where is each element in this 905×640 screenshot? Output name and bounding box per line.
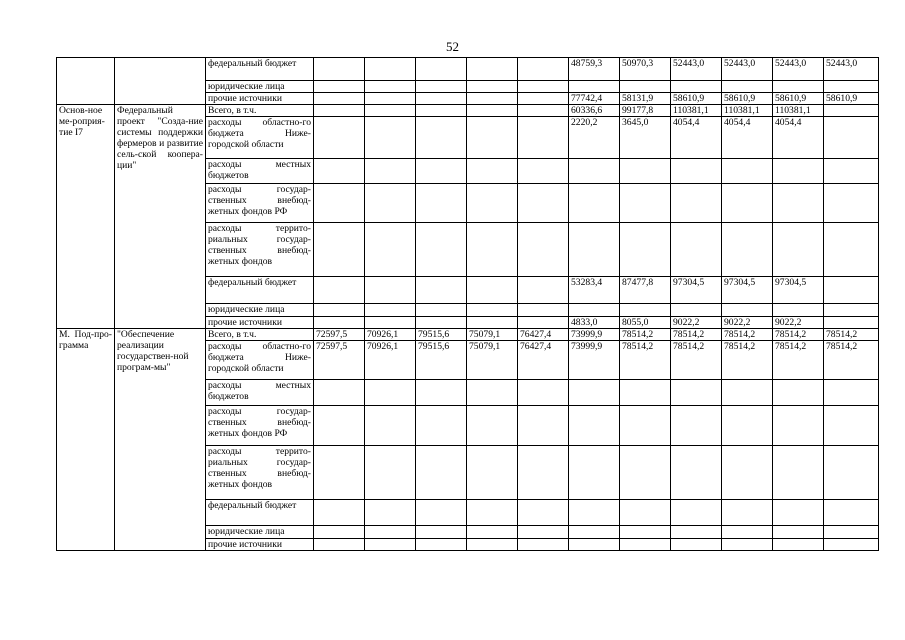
value-cell <box>773 446 824 500</box>
value-cell: 9022,2 <box>722 317 773 329</box>
value-cell: 48759,3 <box>569 58 620 81</box>
value-cell <box>416 117 467 159</box>
funding-source: юридические лица <box>206 526 314 539</box>
value-cell: 52443,0 <box>722 58 773 81</box>
funding-source: юридические лица <box>206 81 314 93</box>
value-cell <box>365 446 416 500</box>
value-cell <box>416 93 467 105</box>
value-cell <box>620 223 671 277</box>
value-cell <box>773 380 824 406</box>
value-cell <box>671 526 722 539</box>
value-cell <box>824 184 879 223</box>
value-cell <box>620 159 671 184</box>
measure-label: Основ-ное ме-роприя-тие I7 <box>59 105 105 138</box>
program-title: "Обеспечение реализации государствен-ной програм-мы" <box>117 329 189 373</box>
value-cell <box>518 380 569 406</box>
funding-source: расходы террито-риальных государ-ственных внебюд-жетных фондов <box>206 446 314 500</box>
value-cell: 78514,2 <box>722 341 773 380</box>
value-cell <box>773 500 824 526</box>
value-cell <box>824 500 879 526</box>
value-cell: 78514,2 <box>620 329 671 341</box>
value-cell <box>824 317 879 329</box>
funding-source: расходы местных бюджетов <box>206 380 314 406</box>
value-cell: 60336,6 <box>569 105 620 117</box>
value-cell <box>467 159 518 184</box>
value-cell: 52443,0 <box>773 58 824 81</box>
value-cell <box>314 380 365 406</box>
value-cell: 58610,9 <box>671 93 722 105</box>
value-cell <box>365 380 416 406</box>
value-cell <box>671 184 722 223</box>
value-cell: 78514,2 <box>773 341 824 380</box>
value-cell: 78514,2 <box>671 341 722 380</box>
program-title: Федеральный проект "Созда-ние системы поддержки фермеров и развитие сель-ской коопера-ции" <box>117 105 203 171</box>
value-cell <box>722 539 773 551</box>
value-cell <box>467 406 518 446</box>
value-cell <box>467 446 518 500</box>
value-cell: 110381,1 <box>722 105 773 117</box>
measure-cell <box>57 105 115 329</box>
funding-source: федеральный бюджет <box>206 58 314 81</box>
value-cell <box>416 184 467 223</box>
value-cell <box>365 277 416 304</box>
value-cell <box>416 304 467 317</box>
value-cell <box>518 406 569 446</box>
value-cell: 73999,9 <box>569 329 620 341</box>
value-cell <box>671 539 722 551</box>
value-cell <box>467 117 518 159</box>
value-cell: 78514,2 <box>722 329 773 341</box>
value-cell: 78514,2 <box>824 341 879 380</box>
value-cell <box>365 526 416 539</box>
funding-source: прочие источники <box>206 539 314 551</box>
funding-source: расходы террито-риальных государ-ственных внебюд-жетных фондов <box>206 223 314 277</box>
value-cell <box>416 539 467 551</box>
value-cell: 52443,0 <box>824 58 879 81</box>
funding-source: прочие источники <box>206 93 314 105</box>
value-cell: 50970,3 <box>620 58 671 81</box>
value-cell <box>620 380 671 406</box>
value-cell: 72597,5 <box>314 341 365 380</box>
value-cell <box>620 406 671 446</box>
value-cell <box>365 105 416 117</box>
value-cell: 77742,4 <box>569 93 620 105</box>
value-cell <box>467 93 518 105</box>
value-cell <box>314 526 365 539</box>
funding-source: расходы областно-го бюджета Ниже-городской области <box>206 117 314 159</box>
value-cell: 58131,9 <box>620 93 671 105</box>
value-cell: 97304,5 <box>773 277 824 304</box>
value-cell <box>671 81 722 93</box>
value-cell <box>467 317 518 329</box>
funding-source: Всего, в т.ч. <box>206 329 314 341</box>
funding-source: Всего, в т.ч. <box>206 105 314 117</box>
value-cell <box>722 406 773 446</box>
value-cell <box>365 58 416 81</box>
value-cell <box>620 500 671 526</box>
value-cell: 97304,5 <box>671 277 722 304</box>
value-cell <box>824 380 879 406</box>
value-cell <box>365 406 416 446</box>
value-cell: 73999,9 <box>569 341 620 380</box>
value-cell: 3645,0 <box>620 117 671 159</box>
value-cell <box>569 380 620 406</box>
value-cell <box>467 526 518 539</box>
value-cell: 4054,4 <box>722 117 773 159</box>
value-cell <box>569 223 620 277</box>
value-cell <box>467 277 518 304</box>
table-row <box>57 329 879 341</box>
value-cell <box>416 159 467 184</box>
value-cell: 87477,8 <box>620 277 671 304</box>
value-cell: 79515,6 <box>416 329 467 341</box>
value-cell <box>773 539 824 551</box>
value-cell <box>671 304 722 317</box>
value-cell <box>467 380 518 406</box>
value-cell <box>518 81 569 93</box>
value-cell: 70926,1 <box>365 329 416 341</box>
budget-table-body <box>57 58 879 551</box>
value-cell: 110381,1 <box>671 105 722 117</box>
page-number: 52 <box>446 39 459 54</box>
funding-source: расходы местных бюджетов <box>206 159 314 184</box>
value-cell <box>518 317 569 329</box>
value-cell <box>518 159 569 184</box>
value-cell <box>518 539 569 551</box>
value-cell <box>569 304 620 317</box>
value-cell <box>314 277 365 304</box>
value-cell <box>671 446 722 500</box>
value-cell <box>722 304 773 317</box>
value-cell <box>314 223 365 277</box>
table-row <box>57 105 879 117</box>
value-cell <box>824 526 879 539</box>
value-cell <box>773 184 824 223</box>
value-cell <box>314 500 365 526</box>
value-cell <box>314 304 365 317</box>
value-cell <box>314 446 365 500</box>
value-cell <box>518 184 569 223</box>
value-cell: 78514,2 <box>620 341 671 380</box>
value-cell <box>416 526 467 539</box>
value-cell <box>416 58 467 81</box>
value-cell <box>722 446 773 500</box>
value-cell: 99177,8 <box>620 105 671 117</box>
value-cell <box>518 105 569 117</box>
value-cell <box>416 277 467 304</box>
value-cell: 78514,2 <box>824 329 879 341</box>
value-cell <box>416 105 467 117</box>
value-cell <box>365 184 416 223</box>
value-cell: 76427,4 <box>518 341 569 380</box>
value-cell <box>671 500 722 526</box>
value-cell <box>518 446 569 500</box>
value-cell <box>773 526 824 539</box>
value-cell <box>722 526 773 539</box>
value-cell <box>416 81 467 93</box>
value-cell <box>467 539 518 551</box>
value-cell <box>518 117 569 159</box>
value-cell <box>518 223 569 277</box>
value-cell: 4054,4 <box>773 117 824 159</box>
value-cell <box>314 105 365 117</box>
table-row <box>57 58 879 81</box>
value-cell: 8055,0 <box>620 317 671 329</box>
funding-source: расходы государ-ственных внебюд-жетных фондов РФ <box>206 406 314 446</box>
program-title-cell <box>115 58 206 105</box>
value-cell <box>671 406 722 446</box>
value-cell: 110381,1 <box>773 105 824 117</box>
value-cell <box>416 446 467 500</box>
value-cell: 2220,2 <box>569 117 620 159</box>
value-cell: 78514,2 <box>773 329 824 341</box>
value-cell <box>467 105 518 117</box>
value-cell <box>824 105 879 117</box>
value-cell <box>314 58 365 81</box>
value-cell: 53283,4 <box>569 277 620 304</box>
value-cell <box>518 58 569 81</box>
value-cell: 4054,4 <box>671 117 722 159</box>
value-cell: 58610,9 <box>722 93 773 105</box>
value-cell <box>824 304 879 317</box>
value-cell <box>824 223 879 277</box>
value-cell <box>314 317 365 329</box>
value-cell <box>773 304 824 317</box>
value-cell <box>365 539 416 551</box>
value-cell <box>569 446 620 500</box>
value-cell: 9022,2 <box>671 317 722 329</box>
value-cell <box>365 500 416 526</box>
value-cell <box>416 500 467 526</box>
value-cell <box>722 81 773 93</box>
value-cell <box>620 304 671 317</box>
value-cell <box>416 317 467 329</box>
value-cell: 58610,9 <box>773 93 824 105</box>
value-cell <box>365 317 416 329</box>
value-cell <box>722 184 773 223</box>
value-cell <box>569 159 620 184</box>
value-cell <box>416 223 467 277</box>
value-cell <box>722 380 773 406</box>
value-cell <box>416 380 467 406</box>
value-cell <box>365 159 416 184</box>
value-cell <box>824 117 879 159</box>
value-cell <box>518 93 569 105</box>
value-cell <box>518 304 569 317</box>
value-cell <box>569 184 620 223</box>
funding-source: расходы областно-го бюджета Ниже-городской области <box>206 341 314 380</box>
value-cell <box>314 93 365 105</box>
value-cell <box>620 446 671 500</box>
value-cell <box>773 406 824 446</box>
program-title-cell <box>115 105 206 329</box>
value-cell <box>773 159 824 184</box>
value-cell <box>773 81 824 93</box>
value-cell <box>467 184 518 223</box>
value-cell <box>569 406 620 446</box>
value-cell: 75079,1 <box>467 341 518 380</box>
value-cell <box>467 304 518 317</box>
value-cell <box>467 223 518 277</box>
value-cell: 70926,1 <box>365 341 416 380</box>
value-cell <box>620 539 671 551</box>
value-cell <box>722 159 773 184</box>
funding-source: расходы государ-ственных внебюд-жетных фондов РФ <box>206 184 314 223</box>
value-cell: 97304,5 <box>722 277 773 304</box>
value-cell: 76427,4 <box>518 329 569 341</box>
value-cell <box>569 539 620 551</box>
value-cell <box>671 223 722 277</box>
program-title-cell <box>115 329 206 551</box>
value-cell <box>314 159 365 184</box>
value-cell <box>722 223 773 277</box>
value-cell <box>416 406 467 446</box>
value-cell <box>620 81 671 93</box>
value-cell: 72597,5 <box>314 329 365 341</box>
value-cell: 78514,2 <box>671 329 722 341</box>
value-cell <box>518 526 569 539</box>
value-cell <box>671 380 722 406</box>
value-cell <box>773 223 824 277</box>
value-cell <box>569 500 620 526</box>
value-cell <box>518 277 569 304</box>
measure-label: М. Под-про-грамма <box>59 329 112 351</box>
value-cell <box>569 526 620 539</box>
measure-cell <box>57 329 115 551</box>
value-cell <box>365 223 416 277</box>
measure-cell <box>57 58 115 105</box>
budget-table <box>56 57 879 551</box>
value-cell <box>824 406 879 446</box>
value-cell <box>620 526 671 539</box>
value-cell <box>314 117 365 159</box>
value-cell <box>467 500 518 526</box>
value-cell <box>314 184 365 223</box>
value-cell <box>365 93 416 105</box>
value-cell <box>314 81 365 93</box>
value-cell <box>569 81 620 93</box>
value-cell <box>620 184 671 223</box>
value-cell: 79515,6 <box>416 341 467 380</box>
value-cell <box>722 500 773 526</box>
value-cell <box>824 81 879 93</box>
value-cell <box>671 159 722 184</box>
value-cell: 58610,9 <box>824 93 879 105</box>
value-cell <box>365 117 416 159</box>
value-cell: 75079,1 <box>467 329 518 341</box>
funding-source: федеральный бюджет <box>206 277 314 304</box>
value-cell <box>467 81 518 93</box>
value-cell: 52443,0 <box>671 58 722 81</box>
value-cell <box>365 81 416 93</box>
value-cell <box>824 277 879 304</box>
value-cell <box>824 539 879 551</box>
value-cell <box>314 539 365 551</box>
value-cell <box>824 159 879 184</box>
funding-source: прочие источники <box>206 317 314 329</box>
value-cell <box>518 500 569 526</box>
value-cell <box>314 406 365 446</box>
value-cell <box>824 446 879 500</box>
value-cell <box>365 304 416 317</box>
value-cell: 4833,0 <box>569 317 620 329</box>
value-cell: 9022,2 <box>773 317 824 329</box>
value-cell <box>467 58 518 81</box>
funding-source: юридические лица <box>206 304 314 317</box>
funding-source: федеральный бюджет <box>206 500 314 526</box>
